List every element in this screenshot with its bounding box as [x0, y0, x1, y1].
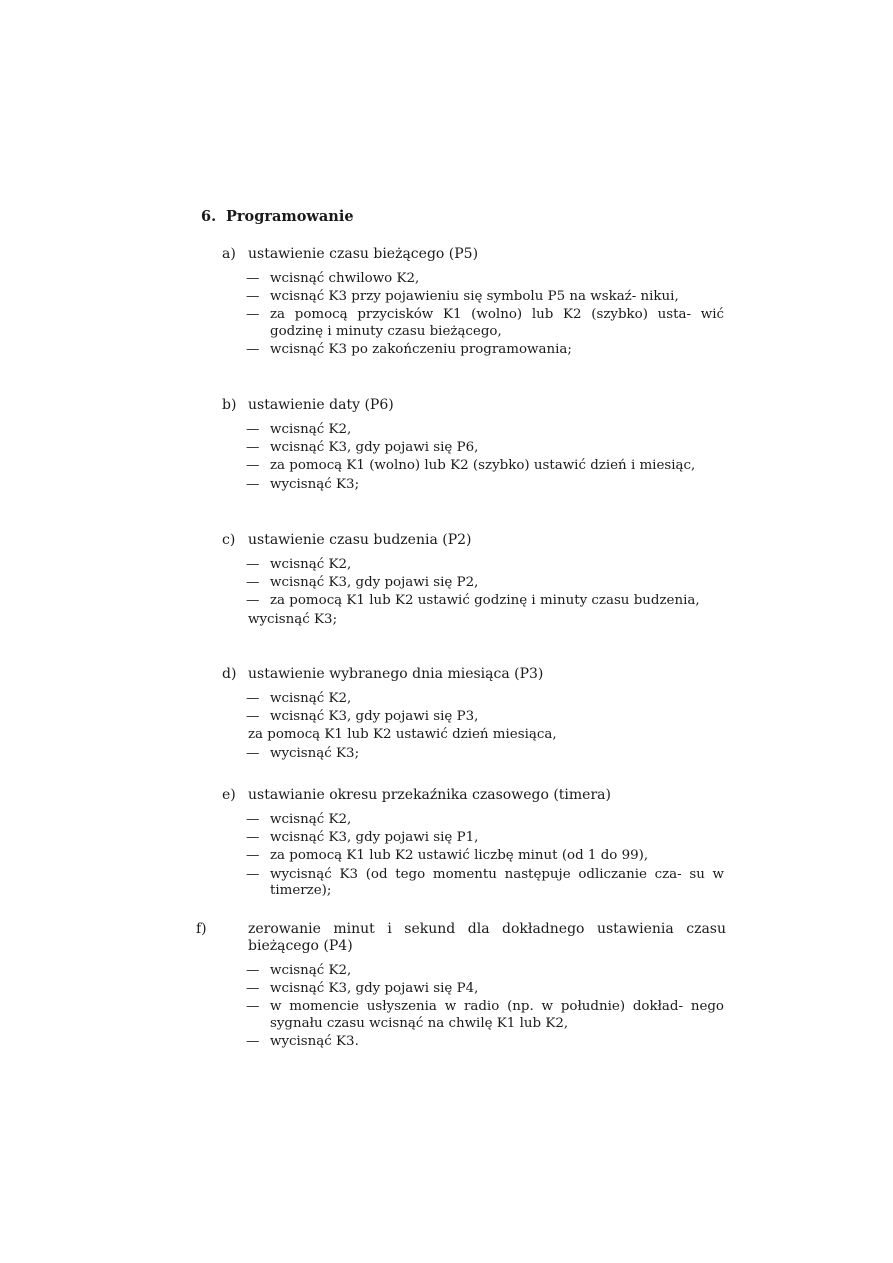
- section-c: [222, 532, 702, 630]
- list-item: — wcisnąć K2,: [246, 963, 352, 978]
- section-title: [222, 532, 702, 549]
- list-item: — za pomocą K1 (wolno) lub K2 (szybko) ustawić dzień i miesiąc,: [246, 458, 696, 474]
- section-title: [222, 787, 702, 804]
- list-item: — wcisnąć K3, gdy pojawi się P4,: [246, 981, 479, 997]
- list-item: — wcisnąć K3, gdy pojawi się P3,: [246, 709, 479, 725]
- list-item: — wcisnąć K3, gdy pojawi się P6,: [246, 440, 479, 456]
- section-letter: e): [222, 787, 236, 803]
- list-item: — wcisnąć K2,: [246, 557, 352, 572]
- step-list: [222, 691, 702, 762]
- list-item: — wycisnąć K3;: [246, 476, 360, 492]
- list-item: — wcisnąć K3 po zakończeniu programowania;: [246, 341, 572, 357]
- section-title-text: ustawianie okresu przekaźnika czasowego (timera): [248, 787, 611, 803]
- step-list: [222, 963, 724, 1050]
- section-title: [222, 397, 702, 414]
- step-list: [222, 271, 724, 358]
- list-item: — za pomocą przycisków K1 (wolno) lub K2 (szybko) usta- wić godzinę i minuty czasu bieżącego,: [246, 307, 724, 339]
- list-item: — wycisnąć K3 (od tego momentu następuje odliczanie cza- su w timerze);: [246, 866, 724, 898]
- heading-number: 6.: [201, 208, 217, 225]
- step-list: [222, 812, 724, 899]
- section-b: [222, 397, 702, 495]
- list-item: za pomocą K1 lub K2 ustawić dzień miesiąca,: [248, 727, 557, 743]
- section-title-text: ustawienie wybranego dnia miesiąca (P3): [248, 666, 544, 682]
- section-title-text: ustawienie czasu budzenia (P2): [248, 532, 472, 548]
- section-title: [222, 666, 702, 683]
- list-item: wycisnąć K3;: [248, 611, 338, 627]
- list-item: — wcisnąć chwilowo K2,: [246, 271, 420, 286]
- section-d: [222, 666, 702, 764]
- section-title-text: ustawienie daty (P6): [248, 397, 394, 413]
- section-letter: d): [222, 666, 237, 682]
- step-list: [222, 422, 702, 493]
- list-item: — za pomocą K1 lub K2 ustawić liczbę minut (od 1 do 99),: [246, 848, 649, 864]
- heading-title: Programowanie: [226, 208, 354, 225]
- section-heading: [201, 208, 354, 225]
- section-title-text: ustawienie czasu bieżącego (P5): [248, 246, 479, 262]
- list-item: — wcisnąć K3, gdy pojawi się P2,: [246, 575, 479, 591]
- section-f: [196, 921, 726, 1052]
- section-letter: b): [222, 397, 237, 413]
- section-e: [222, 787, 724, 901]
- list-item: — wycisnąć K3;: [246, 745, 360, 761]
- list-item: — w momencie usłyszenia w radio (np. w południe) dokład- nego sygnału czasu wcisnąć na chwilę K1 lub K2,: [246, 999, 724, 1031]
- list-item: — wcisnąć K3, gdy pojawi się P1,: [246, 830, 479, 846]
- section-title: [196, 921, 726, 955]
- list-item: — wcisnąć K2,: [246, 812, 352, 827]
- step-list: [222, 557, 702, 628]
- list-item: — wcisnąć K3 przy pojawieniu się symbolu P5 na wskaź- nikui,: [246, 289, 679, 305]
- section-title: [222, 246, 702, 263]
- list-item: — wcisnąć K2,: [246, 691, 352, 706]
- section-a: [222, 246, 724, 360]
- section-letter: c): [222, 532, 236, 548]
- section-letter: f): [196, 921, 207, 937]
- list-item: — za pomocą K1 lub K2 ustawić godzinę i minuty czasu budzenia,: [246, 593, 700, 609]
- section-title-text: zerowanie minut i sekund dla dokładnego ustawienia czasu bieżącego (P4): [248, 921, 726, 954]
- section-letter: a): [222, 246, 236, 262]
- list-item: — wycisnąć K3.: [246, 1033, 359, 1049]
- list-item: — wcisnąć K2,: [246, 422, 352, 437]
